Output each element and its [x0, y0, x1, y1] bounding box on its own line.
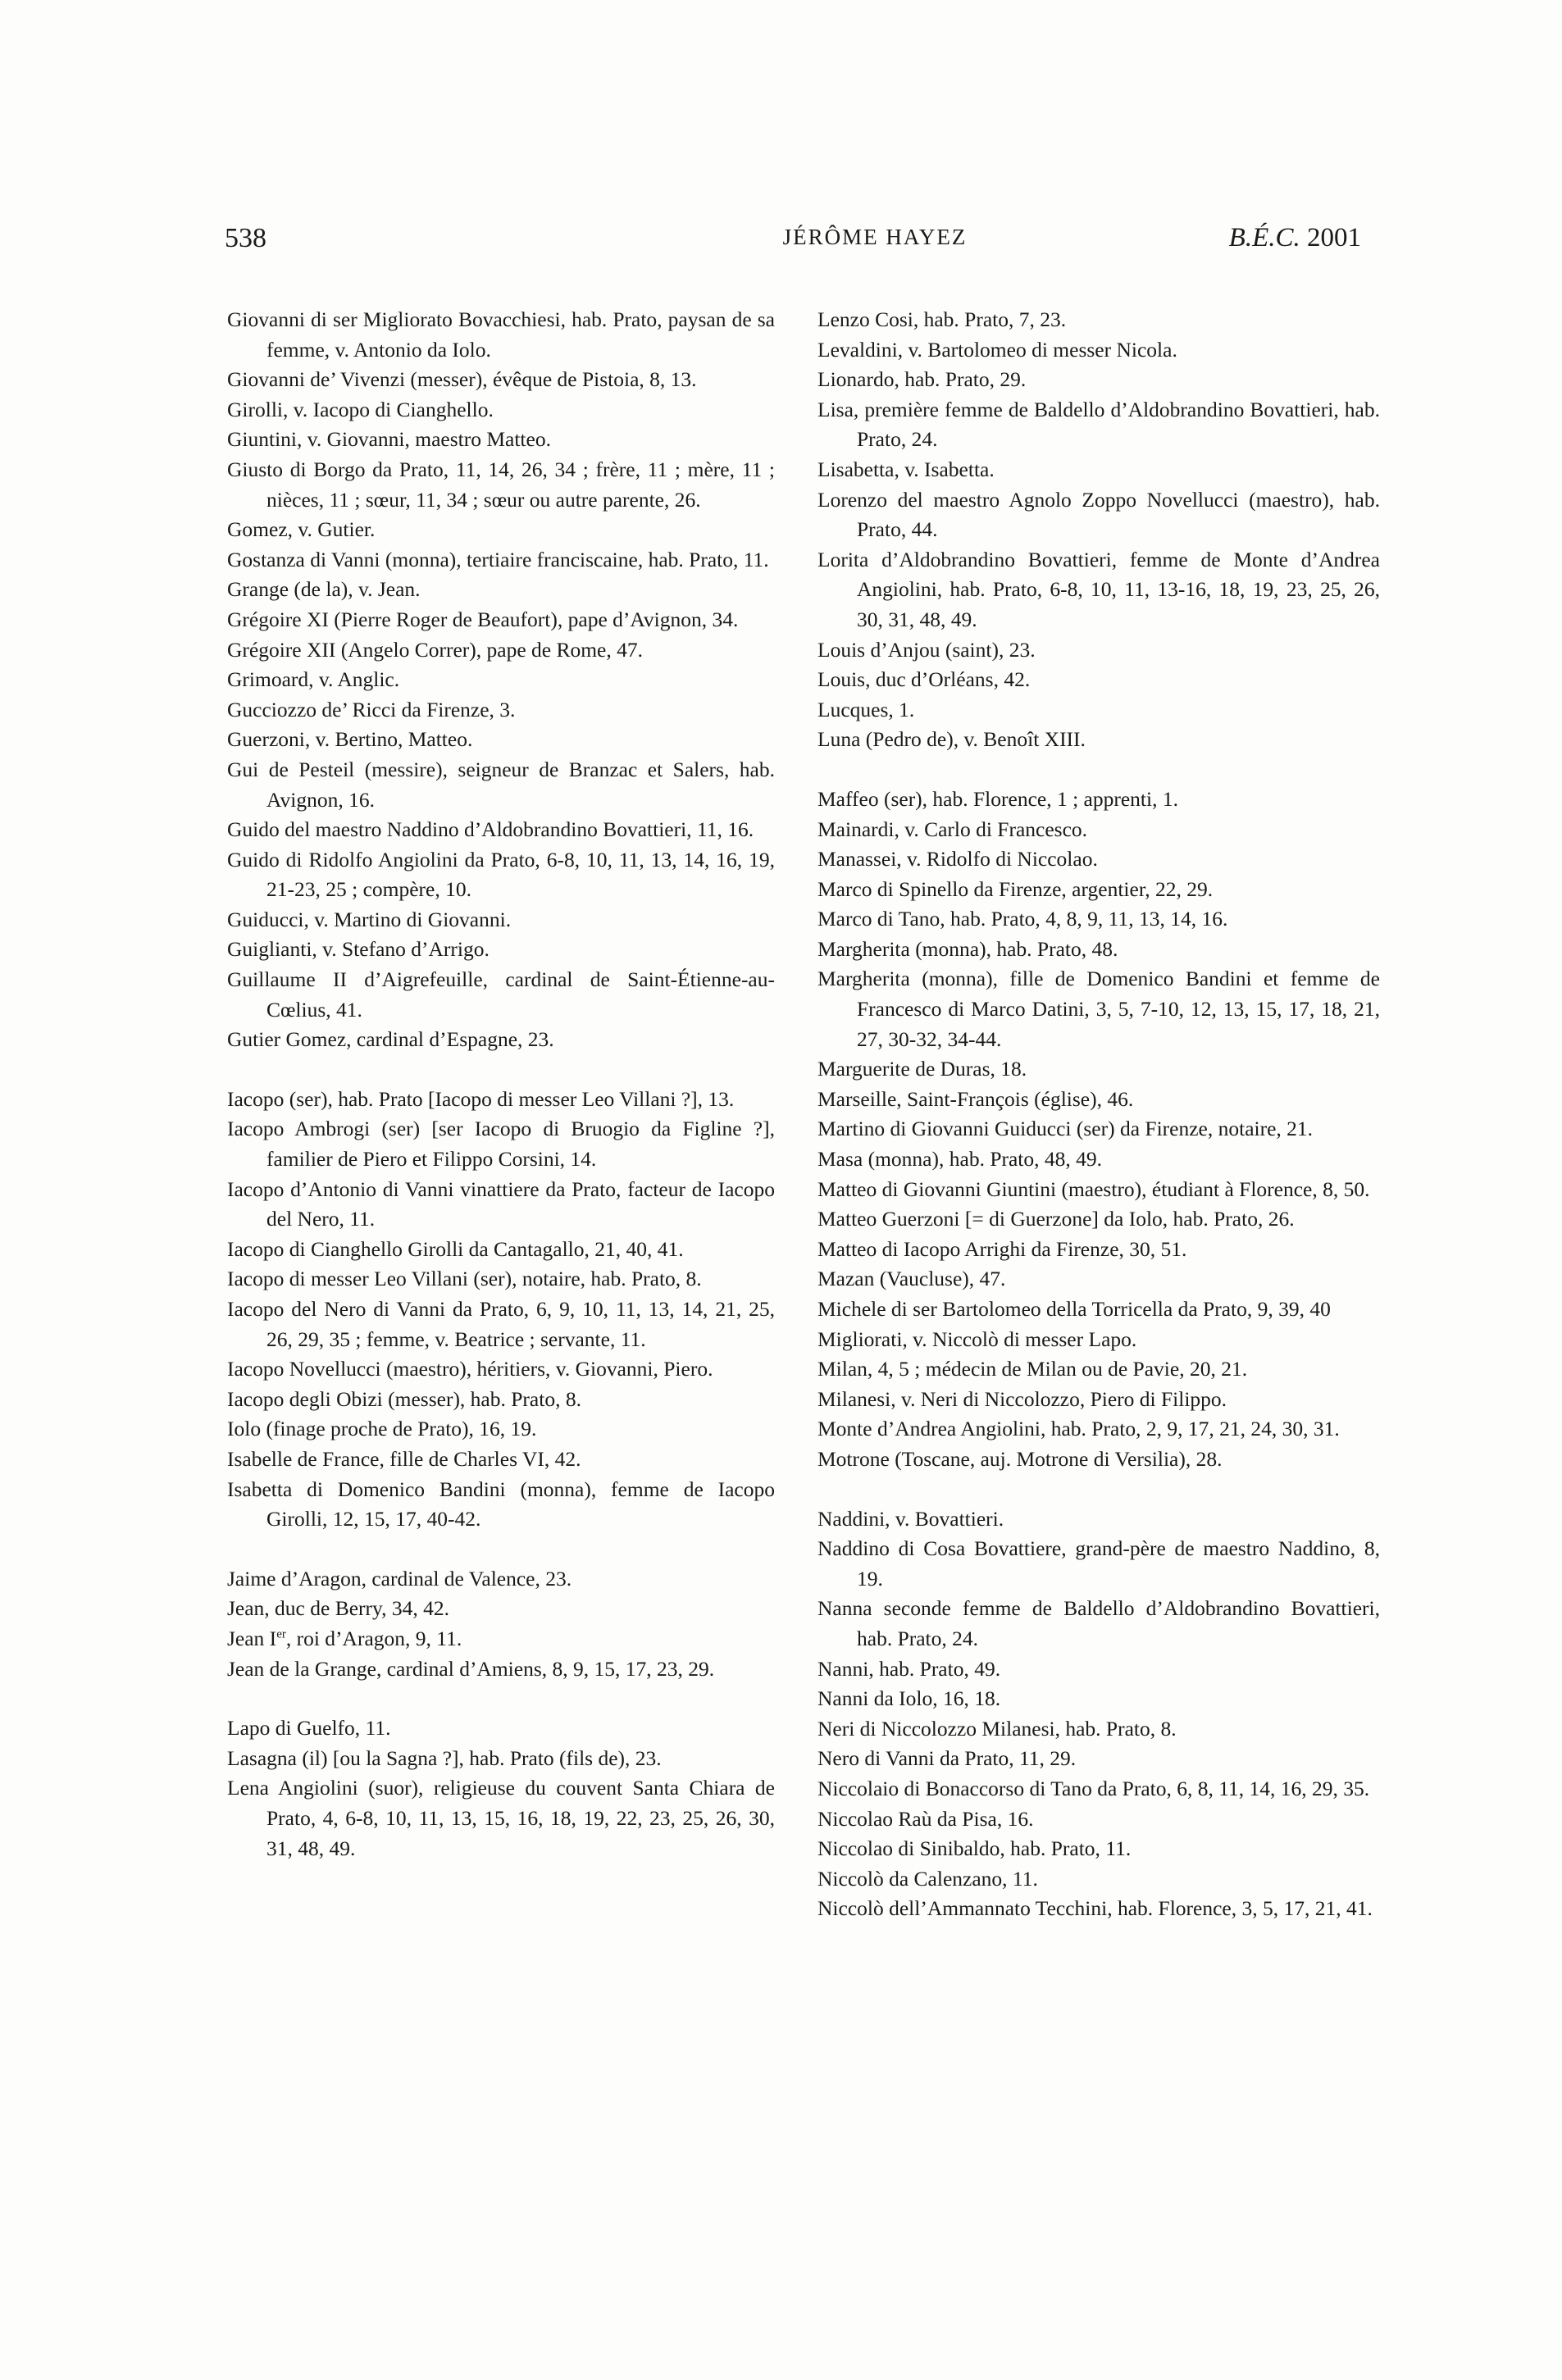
- index-entry: Neri di Niccolozzo Milanesi, hab. Prato, 8.: [817, 1716, 1177, 1741]
- index-entry: Grange (de la), v. Jean.: [227, 577, 421, 602]
- index-entry: Jean, duc de Berry, 34, 42.: [227, 1596, 449, 1621]
- index-entry: Nanna seconde femme de Baldello d’Aldobrandino Bovattieri, hab. Prato, 24.: [817, 1596, 1380, 1650]
- index-entry: Motrone (Toscane, auj. Motrone di Versilia), 28.: [817, 1446, 1223, 1471]
- index-entry: Manassei, v. Ridolfo di Niccolao.: [817, 847, 1098, 871]
- index-entry: Naddino di Cosa Bovattiere, grand-père de maestro Naddino, 8, 19.: [817, 1536, 1380, 1590]
- index-entry: Iacopo degli Obizi (messer), hab. Prato, 8.: [227, 1386, 581, 1411]
- journal-reference: [1229, 223, 1361, 253]
- index-entry: Lorenzo del maestro Agnolo Zoppo Novellucci (maestro), hab. Prato, 44.: [817, 487, 1380, 542]
- index-entry: Masa (monna), hab. Prato, 48, 49.: [817, 1147, 1103, 1172]
- index-entry: Guillaume II d’Aigrefeuille, cardinal de Saint-Étienne-au-Cœlius, 41.: [227, 967, 775, 1022]
- index-entry: Iacopo di Cianghello Girolli da Cantagallo, 21, 40, 41.: [227, 1236, 684, 1261]
- index-entry: Marguerite de Duras, 18.: [817, 1057, 1027, 1081]
- index-entry: Guido del maestro Naddino d’Aldobrandino Bovattieri, 11, 16.: [227, 817, 754, 842]
- index-entry: Guiducci, v. Martino di Giovanni.: [227, 907, 512, 931]
- index-entry: Iacopo del Nero di Vanni da Prato, 6, 9, 10, 11, 13, 14, 21, 25, 26, 29, 35 ; femme, v. Beatrice ; servante, 11.: [227, 1297, 775, 1351]
- index-entry: Marseille, Saint-François (église), 46.: [817, 1086, 1134, 1111]
- index-entry: Iacopo Novellucci (maestro), héritiers, v. Giovanni, Piero.: [227, 1357, 713, 1381]
- index-entry: Iacopo (ser), hab. Prato [Iacopo di messer Leo Villani ?], 13.: [227, 1086, 735, 1111]
- index-entry: Migliorati, v. Niccolò di messer Lapo.: [817, 1327, 1137, 1351]
- page-header: [221, 223, 1361, 264]
- index-entry: Jaime d’Aragon, cardinal de Valence, 23.: [227, 1566, 572, 1590]
- index-entry: Niccolao Raù da Pisa, 16.: [817, 1806, 1034, 1831]
- index-entry: Mazan (Vaucluse), 47.: [817, 1267, 1006, 1291]
- index-entry: Jean Ier, roi d’Aragon, 9, 11.: [227, 1626, 462, 1650]
- index-entry: Matteo di Giovanni Giuntini (maestro), étudiant à Florence, 8, 50.: [817, 1176, 1370, 1201]
- index-entry: Monte d’Andrea Angiolini, hab. Prato, 2, 9, 17, 21, 24, 30, 31.: [817, 1417, 1340, 1441]
- index-entry: Grégoire XII (Angelo Correr), pape de Rome, 47.: [227, 637, 643, 662]
- index-entry: Giusto di Borgo da Prato, 11, 14, 26, 34 ; frère, 11 ; mère, 11 ; nièces, 11 ; sœur, 11, 34 ; sœur ou autre parente, 26.: [227, 457, 775, 512]
- journal-name: B.É.C.: [1228, 223, 1300, 253]
- index-entry: Guiglianti, v. Stefano d’Arrigo.: [227, 937, 490, 962]
- index-entry: Lisa, première femme de Baldello d’Aldobrandino Bovattieri, hab. Prato, 24.: [817, 397, 1380, 452]
- index-entry: Matteo Guerzoni [= di Guerzone] da Iolo, hab. Prato, 26.: [817, 1207, 1295, 1231]
- index-entry: Niccolaio di Bonaccorso di Tano da Prato, 6, 8, 11, 14, 16, 29, 35.: [817, 1776, 1370, 1800]
- running-title: JÉRÔME HAYEZ: [782, 225, 968, 249]
- index-entry: Grégoire XI (Pierre Roger de Beaufort), pape d’Avignon, 34.: [227, 607, 739, 631]
- index-entry: Luna (Pedro de), v. Benoît XIII.: [817, 727, 1086, 752]
- index-entry: Giuntini, v. Giovanni, maestro Matteo.: [227, 427, 551, 452]
- index-entry: Mainardi, v. Carlo di Francesco.: [817, 817, 1088, 841]
- index-entry: Maffeo (ser), hab. Florence, 1 ; apprenti, 1.: [817, 786, 1178, 811]
- index-entry: Niccolò dell’Ammannato Tecchini, hab. Florence, 3, 5, 17, 21, 41.: [817, 1896, 1373, 1921]
- index-entry: Lucques, 1.: [817, 697, 915, 721]
- index-entry: Levaldini, v. Bartolomeo di messer Nicola.: [817, 337, 1177, 362]
- index-entry: Guido di Ridolfo Angiolini da Prato, 6-8, 10, 11, 13, 14, 16, 19, 21-23, 25 ; compère, 10.: [227, 847, 775, 902]
- index-entry: Gomez, v. Gutier.: [227, 517, 376, 542]
- index-entry: Louis, duc d’Orléans, 42.: [817, 667, 1031, 692]
- index-entry: Lasagna (il) [ou la Sagna ?], hab. Prato (fils de), 23.: [227, 1745, 662, 1770]
- index-entry: Gui de Pesteil (messire), seigneur de Branzac et Salers, hab. Avignon, 16.: [227, 757, 775, 812]
- index-entry: Naddini, v. Bovattieri.: [817, 1506, 1004, 1531]
- index-entry: Martino di Giovanni Guiducci (ser) da Firenze, notaire, 21.: [817, 1117, 1314, 1141]
- index-entry: Grimoard, v. Anglic.: [227, 667, 400, 692]
- index-column-right: [817, 305, 1380, 1924]
- index-entry: Milan, 4, 5 ; médecin de Milan ou de Pavie, 20, 21.: [817, 1357, 1248, 1381]
- index-entry: Gucciozzo de’ Ricci da Firenze, 3.: [227, 697, 516, 721]
- journal-year: 2001: [1307, 223, 1361, 253]
- index-entry: Michele di ser Bartolomeo della Torricella da Prato, 9, 39, 40: [817, 1297, 1331, 1321]
- index-entry: Iolo (finage proche de Prato), 16, 19.: [227, 1417, 537, 1441]
- index-entry: Nanni, hab. Prato, 49.: [817, 1656, 1001, 1681]
- index-entry: Lionardo, hab. Prato, 29.: [817, 367, 1027, 392]
- index-entry: Girolli, v. Iacopo di Cianghello.: [227, 397, 494, 421]
- index-entry: Niccolao di Sinibaldo, hab. Prato, 11.: [817, 1836, 1132, 1861]
- index-entry: Lenzo Cosi, hab. Prato, 7, 23.: [817, 307, 1067, 331]
- index-entry: Giovanni de’ Vivenzi (messer), évêque de Pistoia, 8, 13.: [227, 367, 697, 392]
- index-entry: Marco di Spinello da Firenze, argentier, 22, 29.: [817, 876, 1214, 901]
- index-entry: Margherita (monna), fille de Domenico Bandini et femme de Francesco di Marco Datini, 3, 5, 7-10, 12, 13, 15, 17, 18, 21, 27, 30-32, 34-44.: [817, 967, 1380, 1051]
- index-entry: Lapo di Guelfo, 11.: [227, 1716, 391, 1741]
- page-number: 538: [225, 223, 266, 253]
- index-entry: Isabelle de France, fille de Charles VI, 42.: [227, 1446, 581, 1471]
- index-entry: Gostanza di Vanni (monna), tertiaire franciscaine, hab. Prato, 11.: [227, 547, 769, 571]
- index-entry: Isabetta di Domenico Bandini (monna), femme de Iacopo Girolli, 12, 15, 17, 40-42.: [227, 1477, 775, 1531]
- index-entry: Iacopo di messer Leo Villani (ser), notaire, hab. Prato, 8.: [227, 1267, 702, 1291]
- index-entry: Lena Angiolini (suor), religieuse du couvent Santa Chiara de Prato, 4, 6-8, 10, 11, 13, 15, 16, 18, 19, 22, 23, 25, 26, 30, 31, 48, 49.: [227, 1776, 775, 1860]
- index-entry: Matteo di Iacopo Arrighi da Firenze, 30, 51.: [817, 1236, 1187, 1261]
- index-entry: Iacopo Ambrogi (ser) [ser Iacopo di Bruogio da Figline ?], familier de Piero et Filippo Corsini, 14.: [227, 1117, 775, 1172]
- index-entry: Guerzoni, v. Bertino, Matteo.: [227, 727, 473, 752]
- index-entry: Lisabetta, v. Isabetta.: [817, 457, 995, 481]
- index-entry: Jean de la Grange, cardinal d’Amiens, 8, 9, 15, 17, 23, 29.: [227, 1656, 715, 1681]
- index-column-left: [227, 305, 775, 1863]
- index-entry: Iacopo d’Antonio di Vanni vinattiere da Prato, facteur de Iacopo del Nero, 11.: [227, 1176, 775, 1231]
- index-entry: Milanesi, v. Neri di Niccolozzo, Piero di Filippo.: [817, 1386, 1227, 1411]
- index-entry: Giovanni di ser Migliorato Bovacchiesi, hab. Prato, paysan de sa femme, v. Antonio da Iolo.: [227, 307, 775, 362]
- index-entry: Niccolò da Calenzano, 11.: [817, 1866, 1038, 1891]
- index-entry: Margherita (monna), hab. Prato, 48.: [817, 936, 1118, 961]
- index-entry: Louis d’Anjou (saint), 23.: [817, 637, 1036, 662]
- index-entry: Marco di Tano, hab. Prato, 4, 8, 9, 11, 13, 14, 16.: [817, 907, 1228, 931]
- index-entry: Nero di Vanni da Prato, 11, 29.: [817, 1746, 1077, 1771]
- index-entry: Gutier Gomez, cardinal d’Espagne, 23.: [227, 1027, 554, 1052]
- index-entry: Nanni da Iolo, 16, 18.: [817, 1686, 1001, 1711]
- index-entry: Lorita d’Aldobrandino Bovattieri, femme de Monte d’Andrea Angiolini, hab. Prato, 6-8, 10, 11, 13-16, 18, 19, 23, 25, 26, 30, 31, 48, 49.: [817, 547, 1380, 631]
